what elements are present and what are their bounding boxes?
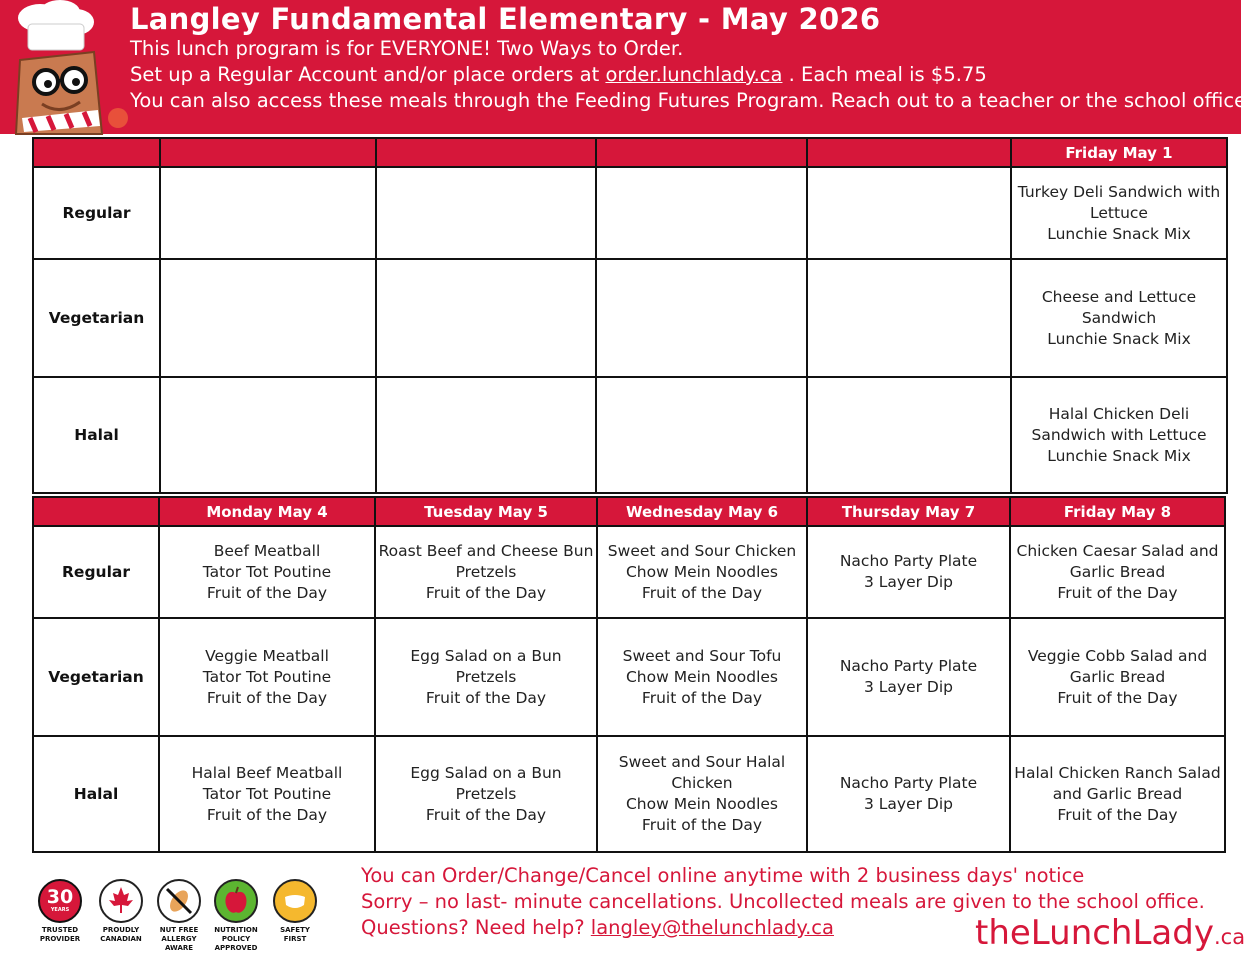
- menu-cell: [376, 167, 596, 259]
- menu-cell: [160, 167, 376, 259]
- menu-item-line: Roast Beef and Cheese Bun: [378, 541, 594, 560]
- page-title: Langley Fundamental Elementary - May 2026: [130, 2, 881, 36]
- meal-type-label: Halal: [33, 736, 159, 852]
- menu-item-line: Sandwich with Lettuce: [1031, 425, 1207, 444]
- menu-row-vegetarian: [33, 259, 1227, 377]
- menu-item-line: Garlic Bread: [1069, 667, 1166, 686]
- menu-item-line: Halal Beef Meatball: [191, 763, 343, 782]
- menu-cell: [1011, 167, 1227, 259]
- menu-item-line: Egg Salad on a Bun: [410, 763, 562, 782]
- day-header-blank: [596, 138, 807, 167]
- menu-cell: [596, 167, 807, 259]
- order-text: Set up a Regular Account and/or place orders at: [130, 63, 606, 86]
- day-header-tuesday-may-5: Tuesday May 5: [375, 497, 597, 526]
- menu-cell: [1011, 377, 1227, 493]
- help-email-link[interactable]: langley@thelunchlady.ca: [590, 916, 834, 939]
- menu-item-line: Lunchie Snack Mix: [1047, 446, 1191, 465]
- menu-cell: [159, 618, 375, 736]
- badge-label: PROUDLY CANADIAN: [100, 926, 142, 943]
- badge-number: 30: [46, 886, 74, 908]
- header-line-order: [130, 63, 987, 86]
- menu-item-line: Pretzels: [455, 784, 517, 803]
- badge-label: NUTRITION POLICY APPROVED: [214, 926, 258, 952]
- menu-item-line: Chicken: [671, 774, 733, 792]
- menu-cell: [159, 736, 375, 852]
- menu-item-line: Chow Mein Noodles: [625, 667, 779, 686]
- menu-item-line: Fruit of the Day: [206, 583, 328, 602]
- day-header-friday-may-8: Friday May 8: [1010, 497, 1225, 526]
- badge-label: NUT FREE ALLERGY AWARE: [159, 926, 199, 952]
- menu-row-halal: [33, 377, 1227, 493]
- menu-item-line: Halal Chicken Ranch Salad: [1014, 763, 1221, 782]
- badge-nutrition-policy: [205, 879, 267, 953]
- day-header-blank: [807, 138, 1011, 167]
- menu-item-line: Beef Meatball: [213, 541, 321, 560]
- menu-table-week1: [32, 137, 1228, 494]
- help-text: Questions? Need help?: [361, 916, 591, 939]
- menu-item-line: Nacho Party Plate: [839, 774, 978, 792]
- menu-cell: [597, 618, 807, 736]
- badge-safety-first: [264, 879, 326, 944]
- menu-item-line: Fruit of the Day: [1057, 688, 1178, 707]
- menu-cell: [807, 377, 1011, 493]
- menu-cell: [807, 167, 1011, 259]
- menu-item-line: Veggie Meatball: [205, 646, 329, 665]
- menu-cell: [160, 377, 376, 493]
- badge-label: TRUSTED PROVIDER: [39, 926, 81, 943]
- meal-type-label: Vegetarian: [33, 259, 160, 377]
- menu-item-line: Tator Tot Poutine: [202, 667, 332, 686]
- menu-cell: [807, 259, 1011, 377]
- menu-row-halal: [33, 736, 1225, 852]
- menu-item-line: 3 Layer Dip: [863, 573, 953, 591]
- day-header-wednesday-may-6: Wednesday May 6: [597, 497, 807, 526]
- menu-item-line: Fruit of the Day: [641, 688, 763, 707]
- menu-cell: [159, 526, 375, 618]
- day-header-monday-may-4: Monday May 4: [159, 497, 375, 526]
- menu-item-line: Sandwich: [1081, 308, 1157, 327]
- menu-item-line: Fruit of the Day: [1057, 805, 1178, 824]
- 30-years-icon: [38, 879, 82, 923]
- menu-cell: [376, 377, 596, 493]
- menu-cell: [375, 526, 597, 618]
- badge-nut-free: [148, 879, 210, 953]
- menu-item-line: Fruit of the Day: [206, 688, 328, 707]
- price-text: . Each meal is $5.75: [782, 63, 987, 86]
- menu-row-regular: [33, 167, 1227, 259]
- menu-item-line: Cheese and Lettuce: [1041, 287, 1197, 306]
- menu-item-line: Sweet and Sour Halal: [618, 753, 786, 771]
- header-line-feeding-futures: You can also access these meals through the Feeding Futures Program. Reach out to a teacher or the school office: [130, 89, 1246, 112]
- menu-cell: [160, 259, 376, 377]
- menu-item-line: Garlic Bread: [1069, 562, 1166, 581]
- menu-item-line: Nacho Party Plate: [839, 552, 978, 570]
- menu-item-line: Tator Tot Poutine: [202, 562, 332, 581]
- menu-cell: [807, 736, 1010, 852]
- menu-item-line: Lunchie Snack Mix: [1047, 224, 1191, 243]
- menu-item-line: Fruit of the Day: [425, 805, 547, 824]
- maple-leaf-icon: [99, 879, 143, 923]
- menu-cell: [375, 736, 597, 852]
- header-line-program: This lunch program is for EVERYONE! Two Ways to Order.: [130, 37, 684, 60]
- menu-cell: [596, 259, 807, 377]
- mask-icon: [273, 879, 317, 923]
- badge-proudly-canadian: [90, 879, 152, 944]
- notice-no-cancellation: Sorry – no last- minute cancellations. Uncollected meals are given to the school office.: [361, 890, 1205, 913]
- menu-item-line: Fruit of the Day: [206, 805, 328, 824]
- day-header-blank: [33, 497, 159, 526]
- menu-row-vegetarian: [33, 618, 1225, 736]
- menu-cell: [376, 259, 596, 377]
- meal-type-label: Regular: [33, 526, 159, 618]
- menu-cell: [596, 377, 807, 493]
- menu-item-line: Turkey Deli Sandwich with: [1017, 182, 1221, 201]
- menu-item-line: Sweet and Sour Tofu: [622, 646, 782, 665]
- notice-order-change: You can Order/Change/Cancel online anytime with 2 business days' notice: [361, 864, 1085, 887]
- brand-domain: .ca: [1213, 925, 1246, 949]
- menu-item-line: 3 Layer Dip: [863, 795, 953, 813]
- day-header-blank: [33, 138, 160, 167]
- menu-item-line: Fruit of the Day: [641, 816, 763, 834]
- no-nut-icon: [157, 879, 201, 923]
- brand-name: theLunchLady: [975, 913, 1214, 953]
- meal-type-label: Regular: [33, 167, 160, 259]
- menu-item-line: Egg Salad on a Bun: [410, 646, 562, 665]
- badge-sub: YEARS: [50, 907, 70, 913]
- menu-cell: [1010, 618, 1225, 736]
- menu-item-line: Lunchie Snack Mix: [1047, 329, 1191, 348]
- meal-type-label: Vegetarian: [33, 618, 159, 736]
- day-header-blank: [376, 138, 596, 167]
- order-link[interactable]: order.lunchlady.ca: [605, 63, 783, 86]
- menu-item-line: Fruit of the Day: [1057, 583, 1178, 602]
- brand-logo: [975, 913, 1245, 953]
- menu-cell: [1010, 526, 1225, 618]
- menu-item-line: and Garlic Bread: [1052, 784, 1183, 803]
- meal-type-label: Halal: [33, 377, 160, 493]
- menu-cell: [807, 526, 1010, 618]
- menu-item-line: Halal Chicken Deli: [1048, 404, 1190, 423]
- menu-item-line: Pretzels: [455, 667, 517, 686]
- menu-cell: [597, 526, 807, 618]
- menu-table-week2: [32, 496, 1226, 853]
- badge-trusted-provider: [29, 879, 91, 944]
- menu-cell: [1010, 736, 1225, 852]
- notice-help: [361, 916, 834, 939]
- menu-item-line: Chow Mein Noodles: [625, 795, 779, 813]
- menu-item-line: Fruit of the Day: [425, 583, 547, 602]
- chef-mascot-icon: [2, 0, 130, 134]
- menu-cell: [1011, 259, 1227, 377]
- menu-item-line: Fruit of the Day: [641, 583, 763, 602]
- menu-item-line: Chicken Caesar Salad and: [1016, 541, 1219, 560]
- menu-item-line: Veggie Cobb Salad and: [1027, 646, 1208, 665]
- header-banner: [0, 0, 1246, 134]
- menu-cell: [807, 618, 1010, 736]
- day-header-blank: [160, 138, 376, 167]
- day-header-friday-may-1: Friday May 1: [1011, 138, 1227, 167]
- menu-cell: [375, 618, 597, 736]
- day-header-thursday-may-7: Thursday May 7: [807, 497, 1010, 526]
- menu-item-line: Nacho Party Plate: [839, 657, 978, 675]
- menu-item-line: Tator Tot Poutine: [202, 784, 332, 803]
- menu-item-line: Fruit of the Day: [425, 688, 547, 707]
- apple-icon: [214, 879, 258, 923]
- menu-item-line: 3 Layer Dip: [863, 678, 953, 696]
- menu-cell: [597, 736, 807, 852]
- menu-item-line: Chow Mein Noodles: [625, 562, 779, 581]
- menu-row-regular: [33, 526, 1225, 618]
- menu-item-line: Lettuce: [1090, 203, 1148, 222]
- badge-label: SAFETY FIRST: [280, 926, 310, 943]
- menu-item-line: Sweet and Sour Chicken: [607, 541, 797, 560]
- menu-item-line: Pretzels: [455, 562, 517, 581]
